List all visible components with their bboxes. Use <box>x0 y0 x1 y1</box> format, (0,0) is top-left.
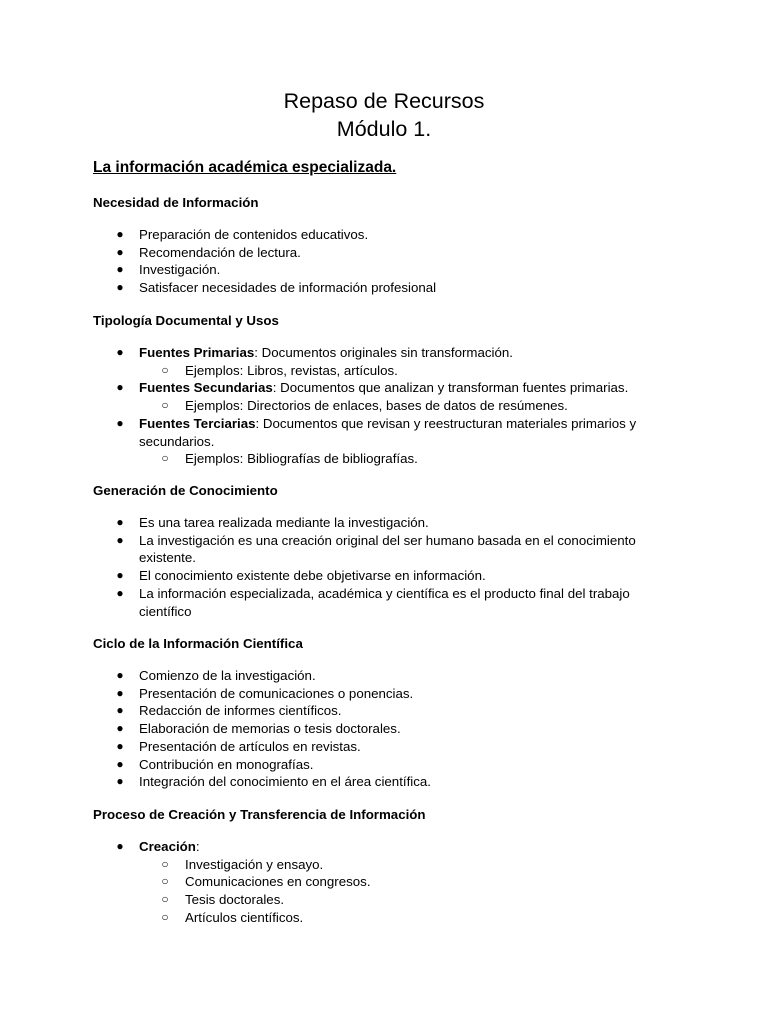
list-item <box>0 261 768 279</box>
list-subitem <box>0 450 768 468</box>
subheading-generacion: Generación de Conocimiento <box>93 483 278 498</box>
bullet-icon: ● <box>116 685 124 700</box>
list-subitem <box>0 397 768 415</box>
list-item-term: Creación <box>139 839 196 854</box>
list-item-text: : Documentos originales sin transformación. <box>254 345 513 360</box>
section-heading: La información académica especializada. <box>93 159 397 176</box>
bullet-icon: ● <box>116 738 124 753</box>
list-item-text: Elaboración de memorias o tesis doctorales. <box>139 721 401 737</box>
list-item-text: La investigación es una creación original del ser humano basada en el conocimiento existente. <box>139 532 636 566</box>
list-item <box>0 567 768 585</box>
hollow-bullet-icon: ○ <box>161 856 169 871</box>
list-item-text: Presentación de comunicaciones o ponencias. <box>139 685 414 701</box>
bullet-icon: ● <box>116 585 124 600</box>
list-item-text: La información especializada, académica y científica es el producto final del trabajo científico <box>139 585 630 619</box>
hollow-bullet-icon: ○ <box>161 892 169 907</box>
list-item-text: : Documentos que analizan y transforman fuentes primarias. <box>272 380 629 396</box>
hollow-bullet-icon: ○ <box>161 398 169 413</box>
bullet-icon: ● <box>116 280 124 295</box>
list-item <box>0 773 768 791</box>
list-item-term: Fuentes Secundarias <box>139 380 273 396</box>
list-item <box>0 514 768 532</box>
list-subitem-text: Artículos científicos. <box>185 909 304 925</box>
list-subitem <box>0 856 768 874</box>
list-item-text: Redacción de informes científicos. <box>139 703 342 719</box>
bullet-icon: ● <box>116 568 124 583</box>
list-item <box>0 838 768 856</box>
document-title: Repaso de Recursos <box>283 89 485 113</box>
list-item <box>0 720 768 738</box>
list-item-term: Fuentes Primarias <box>139 345 255 360</box>
list-item-text: Presentación de artículos en revistas. <box>139 738 361 754</box>
list-item-term: Fuentes Terciarias <box>139 415 256 431</box>
list-item <box>0 279 768 297</box>
list-generacion <box>0 514 768 620</box>
bullet-icon: ● <box>116 756 124 771</box>
list-item <box>0 415 768 450</box>
hollow-bullet-icon: ○ <box>161 909 169 924</box>
list-item <box>0 244 768 262</box>
bullet-icon: ● <box>116 668 124 682</box>
list-necesidad <box>0 226 768 297</box>
list-item <box>0 667 768 685</box>
bullet-icon: ● <box>116 839 124 853</box>
bullet-icon: ● <box>116 415 124 430</box>
list-item-text: Preparación de contenidos educativos. <box>139 227 369 242</box>
bullet-icon: ● <box>116 345 124 359</box>
list-subitem <box>0 909 768 927</box>
bullet-icon: ● <box>116 244 124 259</box>
hollow-bullet-icon: ○ <box>161 874 169 889</box>
list-item <box>0 685 768 703</box>
bullet-icon: ● <box>116 774 124 789</box>
list-subitem-text: Investigación y ensayo. <box>185 856 324 872</box>
list-subitem-text: Tesis doctorales. <box>185 892 285 908</box>
list-item <box>0 226 768 244</box>
list-item <box>0 756 768 774</box>
list-subitem <box>0 873 768 891</box>
list-item-text: Es una tarea realizada mediante la investigación. <box>139 515 429 530</box>
list-item-text: Integración del conocimiento en el área científica. <box>139 774 431 790</box>
bullet-icon: ● <box>116 721 124 736</box>
subheading-necesidad: Necesidad de Información <box>93 195 259 210</box>
list-item <box>0 702 768 720</box>
list-tipologia <box>0 344 768 468</box>
list-subitem-text: Ejemplos: Directorios de enlaces, bases de datos de resúmenes. <box>185 398 568 414</box>
list-item-text: : Documentos que revisan y reestructuran materiales primarios y secundarios. <box>139 415 637 449</box>
list-subitem-text: Ejemplos: Libros, revistas, artículos. <box>185 362 398 378</box>
hollow-bullet-icon: ○ <box>161 362 169 377</box>
list-subitem <box>0 362 768 380</box>
list-item <box>0 738 768 756</box>
list-item-text: El conocimiento existente debe objetivarse en información. <box>139 568 486 584</box>
subheading-proceso: Proceso de Creación y Transferencia de Información <box>93 807 426 822</box>
list-item-text: Recomendación de lectura. <box>139 244 301 260</box>
list-item-text: Comienzo de la investigación. <box>139 668 316 683</box>
list-item-text: Contribución en monografías. <box>139 756 314 772</box>
list-item <box>0 344 768 362</box>
bullet-icon: ● <box>116 380 124 395</box>
subheading-ciclo: Ciclo de la Información Científica <box>93 636 303 651</box>
list-ciclo <box>0 667 768 791</box>
bullet-icon: ● <box>116 532 124 547</box>
bullet-icon: ● <box>116 515 124 529</box>
list-proceso <box>0 838 768 927</box>
list-item <box>0 379 768 397</box>
list-subitem-text: Comunicaciones en congresos. <box>185 874 371 890</box>
subheading-tipologia: Tipología Documental y Usos <box>93 313 279 328</box>
list-item <box>0 585 768 620</box>
list-item <box>0 532 768 567</box>
bullet-icon: ● <box>116 262 124 277</box>
list-subitem-text: Ejemplos: Bibliografías de bibliografías. <box>185 451 418 467</box>
hollow-bullet-icon: ○ <box>161 451 169 466</box>
list-item-text: Satisfacer necesidades de información profesional <box>139 280 437 296</box>
list-item-text: : <box>195 839 200 854</box>
list-subitem <box>0 891 768 909</box>
list-item-text: Investigación. <box>139 262 221 278</box>
document-subtitle: Módulo 1. <box>336 117 432 141</box>
bullet-icon: ● <box>116 227 124 241</box>
bullet-icon: ● <box>116 703 124 718</box>
